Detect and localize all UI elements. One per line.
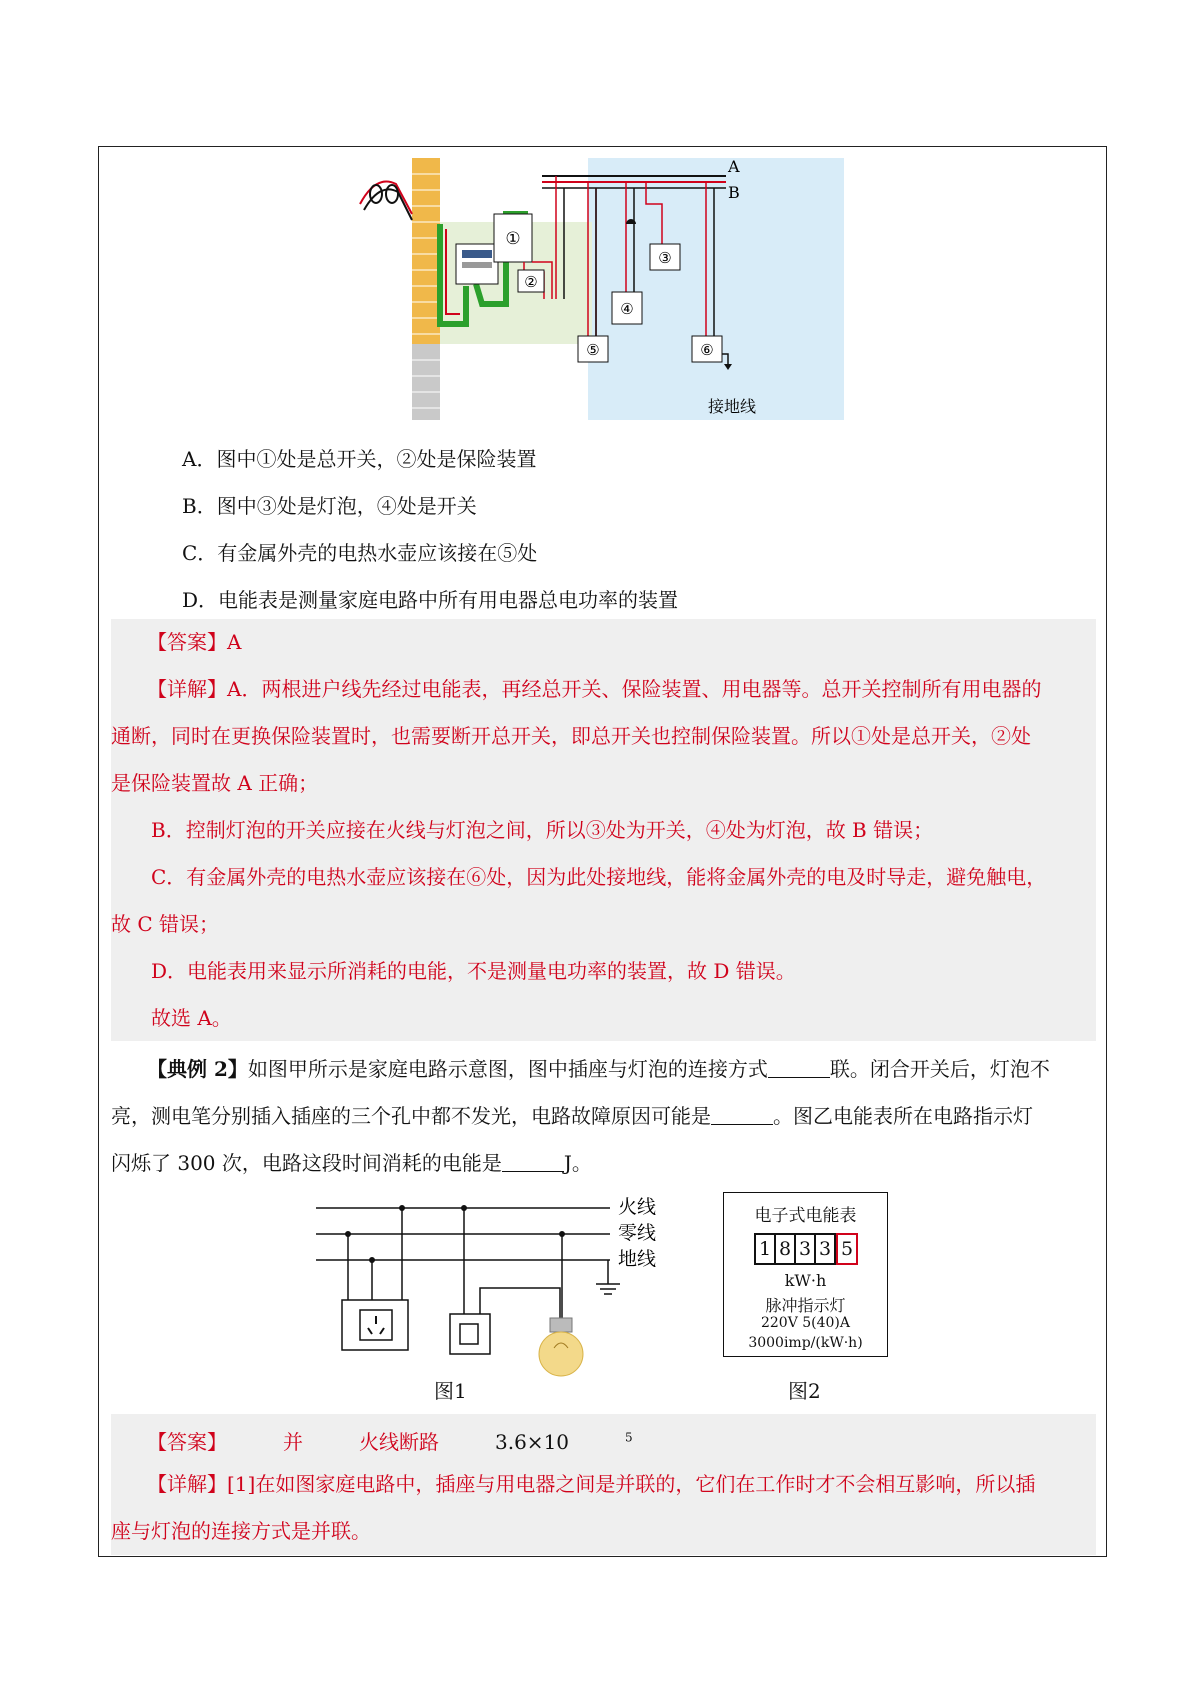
meter-digit-decimal: 5	[836, 1233, 858, 1265]
box-3-label: ③	[658, 249, 672, 267]
answer-2-label: 【答案】	[147, 1429, 227, 1454]
explain-1-line-3: 是保险装置故 A 正确；	[111, 771, 319, 795]
energy-meter	[456, 244, 498, 284]
example-2-text-3b: J。	[563, 1151, 592, 1175]
meter-digits	[754, 1233, 858, 1265]
meter-digit: 3	[796, 1233, 816, 1265]
lamp	[539, 1318, 583, 1376]
household-circuit-diagram	[356, 154, 846, 424]
answer-2-value-3-exponent: 5	[625, 1430, 633, 1444]
answer-2	[147, 1414, 633, 1466]
incoming-wires	[360, 182, 412, 221]
line-a-label: A	[728, 157, 740, 176]
meter-rating: 220V 5(40)A	[760, 1315, 851, 1331]
answer-2-value-3	[495, 1430, 633, 1454]
neutral-wire-label: 零线	[618, 1222, 657, 1244]
answer-1-value: A	[227, 630, 242, 654]
meter-indicator: 脉冲指示灯	[765, 1296, 846, 1315]
example-2-text-2a: 亮，测电笔分别插入插座的三个孔中都不发光，电路故障原因可能是	[111, 1104, 711, 1128]
line-b-label: B	[728, 183, 740, 202]
meter-digit: 1	[754, 1233, 776, 1265]
example-2-text-3a: 闪烁了 300 次，电路这段时间消耗的电能是	[111, 1151, 502, 1175]
explain-1-line-2: 通断，同时在更换保险装置时，也需要断开总开关，即总开关也控制保险装置。所以①处是总开关，②处	[111, 724, 1031, 748]
live-wire-label: 火线	[618, 1196, 657, 1218]
explain-2-line-2: 座与灯泡的连接方式是并联。	[111, 1519, 371, 1543]
blank-3	[502, 1153, 564, 1172]
figure-1-caption: 图1	[434, 1379, 467, 1403]
example-2-line-3	[111, 1140, 592, 1187]
explain-1-line-5: C．有金属外壳的电热水壶应该接在⑥处，因为此处接地线，能将金属外壳的电及时导走，避免触电，	[151, 865, 1047, 889]
explain-1-line-7: D．电能表用来显示所消耗的电能，不是测量电功率的装置，故 D 错误。	[151, 959, 796, 983]
option-a: A．图中①处是总开关，②处是保险装置	[182, 447, 537, 471]
explain-1-line-8: 故选 A。	[151, 1006, 232, 1030]
meter-unit: kW·h	[784, 1271, 827, 1290]
option-d: D．电能表是测量家庭电路中所有用电器总电功率的装置	[182, 588, 679, 612]
answer-2-value-1: 并	[283, 1429, 303, 1454]
box-2-label: ②	[524, 273, 538, 291]
meter-digit: 8	[776, 1233, 796, 1265]
ground-wire-label: 接地线	[708, 397, 757, 416]
meter-constant: 3000imp/(kW·h)	[748, 1335, 863, 1351]
explain-1-line-4: B．控制灯泡的开关应接在火线与灯泡之间，所以③处为开关，④处为灯泡，故 B 错误；	[151, 818, 934, 842]
answer-2-value-2: 火线断路	[359, 1429, 439, 1454]
blank-1	[768, 1059, 830, 1078]
box-5-label: ⑤	[586, 341, 600, 359]
explain-1-line-1: 【详解】A．两根进户线先经过电能表，再经总开关、保险装置、用电器等。总开关控制所有用电器的	[147, 677, 1042, 701]
ground-wire-label-fig1: 地线	[618, 1248, 657, 1270]
option-c: C．有金属外壳的电热水壶应该接在⑤处	[182, 541, 538, 565]
blank-2	[711, 1106, 773, 1125]
example-2-tag: 【典例 2】	[147, 1057, 248, 1081]
box-1-label: ①	[505, 229, 521, 249]
explain-2-line-1: 【详解】[1]在如图家庭电路中，插座与用电器之间是并联的，它们在工作时才不会相互影响，所以插	[147, 1472, 1036, 1496]
explain-1-line-6: 故 C 错误；	[111, 912, 220, 936]
figure-2-meter	[723, 1192, 888, 1357]
answer-1	[147, 619, 241, 666]
example-2-line-2	[111, 1093, 1033, 1140]
box-6-label: ⑥	[700, 341, 714, 359]
example-2-text-1a: 如图甲所示是家庭电路示意图，图中插座与灯泡的连接方式	[247, 1057, 768, 1081]
answer-2-value-3-base: 3.6×10	[495, 1429, 570, 1454]
box-4-label: ④	[620, 300, 634, 318]
example-2-text-1b: 联。闭合开关后，灯泡不	[829, 1057, 1050, 1081]
option-b: B．图中③处是灯泡，④处是开关	[182, 494, 477, 518]
answer-1-label: 【答案】	[147, 630, 227, 654]
figure-2-caption: 图2	[788, 1379, 821, 1403]
meter-digit: 3	[816, 1233, 836, 1265]
figure-1-circuit	[310, 1188, 680, 1378]
meter-title: 电子式电能表	[754, 1206, 857, 1226]
example-2-line-1	[147, 1046, 1050, 1093]
example-2-text-2b: 。图乙电能表所在电路指示灯	[773, 1104, 1033, 1128]
brick-wall	[412, 158, 440, 420]
